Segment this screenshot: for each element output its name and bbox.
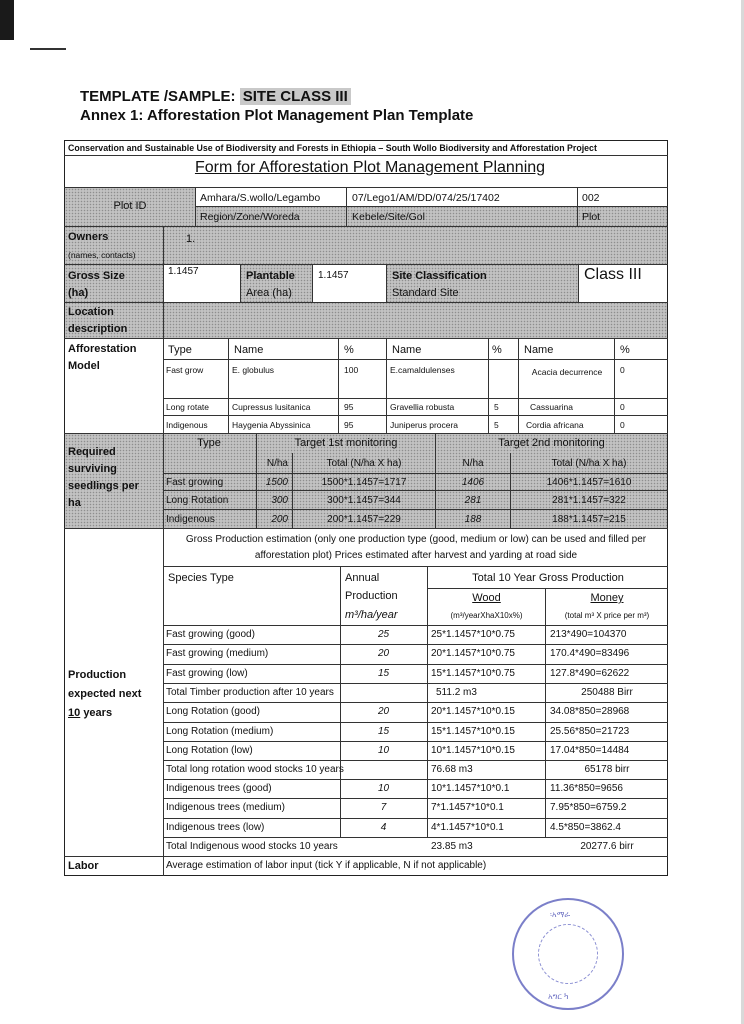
site-standard-label: Standard Site [392,287,459,299]
rule [163,798,668,799]
gross-size-label: Gross Size [68,270,125,282]
rule [163,702,668,703]
prod-money: 127.8*490=62622 [550,668,630,679]
prod-total-indigenous: Total Indigenous wood stocks 10 years [166,841,338,852]
plot-id-label: Plot ID [113,200,147,212]
rule [64,302,668,303]
rule [195,206,668,207]
official-stamp [512,898,624,1010]
seedling-total-1: 1500*1.1457=1717 [321,477,407,488]
stamp-top-text: ፡አማራ [550,910,571,919]
plantable-label: Plantable [246,270,295,282]
rule [338,338,339,433]
rule [163,644,668,645]
rule [64,433,668,434]
prod-wood: 20*1.1457*10*0.75 [431,648,515,659]
site-class-highlight: SITE CLASS III [240,88,351,105]
rule [163,760,668,761]
seedlings-label-3: seedlings per [68,480,139,492]
scan-edge [0,0,14,40]
rule [64,155,668,156]
rule [488,338,489,433]
model-cell: E.camaldulenses [390,365,455,375]
prod-wood: 4*1.1457*10*0.1 [431,822,504,833]
rule [163,683,668,684]
seedling-nha-1: 200 [271,514,288,525]
rule [163,509,668,510]
prod-total-money: 250488 Birr [581,687,633,698]
prod-wood: 15*1.1457*10*0.75 [431,668,515,679]
production-note: Gross Production estimation (only one production type (good, medium or low) can be used and filled per afforestation plot) Prices estimated after harvest and yarding at road side [185,534,647,561]
money-formula: (total m³ X price per m³) [564,611,650,620]
rule [64,338,668,339]
prod-species: Long Rotation (good) [166,706,260,717]
model-cell: Haygenia Abyssinica [232,420,311,430]
prod-annual: 10 [377,783,390,794]
prod-total-money: 20277.6 birr [580,841,634,852]
seedling-nha-1: 1500 [265,477,288,488]
rule [578,264,579,302]
prod-total-timber: Total Timber production after 10 years [166,687,334,698]
rule [64,528,668,529]
kebele-value: 07/Lego1/AM/DD/074/25/17402 [352,192,500,204]
rule [163,818,668,819]
rule [163,473,668,474]
seedling-nha-2: 1406 [461,477,485,488]
target1-nha-header: N/ha [266,458,288,469]
model-cell: 100 [344,365,359,375]
model-header-pct-3: % [620,344,630,356]
money-header: Money [590,592,624,604]
rule [163,398,668,399]
model-cell: 5 [494,402,499,412]
prod-money: 4.5*850=3862.4 [550,822,621,833]
kebele-label: Kebele/Site/Gol [352,211,425,223]
rule [577,187,578,226]
rule [163,226,164,876]
gross-size-unit: (ha) [68,287,89,299]
model-cell: 0 [620,402,625,412]
seedlings-label-2: surviving [68,463,117,475]
prod-species: Fast growing (good) [166,629,255,640]
prod-money: 17.04*850=14484 [550,745,630,756]
seedlings-label-1: Required [68,446,116,458]
model-cell: Cordia africana [526,420,584,430]
prod-species: Fast growing (medium) [166,648,269,659]
rule [312,264,313,302]
owners-label: Owners [68,231,109,243]
prod-wood: 15*1.1457*10*0.15 [431,726,515,737]
model-header-type: Type [168,344,192,356]
rule [240,264,241,302]
rule [163,415,668,416]
model-cell: 95 [344,420,354,430]
model-cell: Fast grow [166,365,204,375]
rule [163,359,668,360]
annex-title: Annex 1: Afforestation Plot Management Plan Template [80,107,474,124]
region-label: Region/Zone/Woreda [200,211,300,223]
model-cell: 0 [620,420,625,430]
prod-money: 7.95*850=6759.2 [550,802,627,813]
total10-header: Total 10 Year Gross Production [472,572,624,584]
seedling-type: Long Rotation [166,495,229,506]
form-title: Form for Afforestation Plot Management Planning [194,159,546,176]
rule [427,588,668,589]
seedling-total-1: 300*1.1457=344 [327,495,401,506]
prod-annual: 15 [377,668,390,679]
rule [518,338,519,433]
annual-header-2: Production [345,590,398,602]
annual-header-1: Annual [345,572,380,584]
labor-label: Labor [68,860,99,872]
prod-money: 25.56*850=21723 [550,726,630,737]
model-header-pct-2: % [492,344,502,356]
prod-wood: 10*1.1457*10*0.1 [431,783,510,794]
prod-money: 213*490=104370 [550,629,627,640]
model-header-name-1: Name [234,344,264,356]
stamp-inner-ring [538,924,598,984]
prod-annual: 20 [377,648,390,659]
target2-total-header: Total (N/ha X ha) [551,458,627,469]
prod-annual: 15 [377,726,390,737]
seedling-type: Indigenous [166,514,215,525]
model-cell: Long rotate [166,402,210,412]
rule [228,338,229,433]
production-years-word: years [83,707,113,719]
production-label-1: Production [68,669,127,681]
model-header-name-2: Name [392,344,422,356]
model-cell: Juniperus procera [390,420,459,430]
prod-annual: 25 [377,629,390,640]
seedling-nha-2: 188 [464,514,482,525]
rule [163,664,668,665]
rule [386,338,387,433]
plantable-unit: Area (ha) [246,287,292,299]
species-type-header: Species Type [168,572,234,584]
prod-species: Indigenous trees (good) [166,783,272,794]
prod-money: 170.4*490=83496 [550,648,630,659]
rule [64,856,668,857]
template-heading [80,88,351,105]
rule [340,566,341,837]
site-class-value: Class III [584,266,642,283]
prod-wood: 10*1.1457*10*0.15 [431,745,515,756]
production-years-num: 10 [68,707,81,719]
seedling-total-2: 1406*1.1457=1610 [546,477,632,488]
rule [163,625,668,626]
location-sub: description [68,323,128,335]
rule [163,490,668,491]
prod-wood: 25*1.1457*10*0.75 [431,629,515,640]
model-cell: 5 [494,420,499,430]
wood-header: Wood [472,592,501,604]
prod-total-wood: 76.68 m3 [431,764,473,775]
seedling-total-1: 200*1.1457=229 [327,514,401,525]
rule [427,566,428,837]
model-header-pct-1: % [344,344,354,356]
model-cell: 95 [344,402,354,412]
rule [386,264,387,302]
rule [163,779,668,780]
rule [545,588,546,837]
rule [195,187,196,226]
model-cell: Gravellia robusta [390,402,455,412]
rule [163,837,668,838]
template-prefix: TEMPLATE /SAMPLE: [80,88,236,105]
prod-species: Long Rotation (low) [166,745,253,756]
rule [346,187,347,226]
model-cell: 0 [620,365,625,375]
plot-label: Plot [582,211,601,223]
prod-species: Indigenous trees (low) [166,822,265,833]
model-cell: Indigenous [166,420,208,430]
prod-total-wood: 511.2 m3 [436,687,477,698]
afforestation-model-label-2: Model [68,360,100,372]
seedling-type: Fast growing [166,477,224,488]
seedling-nha-1: 300 [271,495,288,506]
location-label: Location [68,306,114,318]
rule [163,566,668,567]
owners-value: 1. [186,233,196,245]
prod-total-money: 65178 birr [584,764,630,775]
prod-total-wood: 23.85 m3 [431,841,473,852]
stamp-bottom-text: አግር ካ [548,992,569,1001]
site-class-label: Site Classification [392,270,487,282]
owners-sub: (names, contacts) [68,250,136,260]
target2-header: Target 2nd monitoring [498,437,605,449]
scan-mark [30,48,66,50]
prod-species: Indigenous trees (medium) [166,802,285,813]
rule [64,226,668,227]
target2-nha-header: N/ha [462,458,484,469]
prod-species: Fast growing (low) [166,668,248,679]
seedlings-label-4: ha [68,497,81,509]
plot-value: 002 [582,192,600,204]
production-label-2: expected next [68,688,142,700]
seedling-nha-2: 281 [464,495,482,506]
labor-text: Average estimation of labor input (tick Y if applicable, N if not applicable) [166,860,487,871]
plantable-value: 1.1457 [318,270,349,281]
model-cell: E. globulus [232,365,275,375]
rule [163,722,668,723]
prod-species: Long Rotation (medium) [166,726,274,737]
prod-annual: 7 [380,802,387,813]
afforestation-model-label-1: Afforestation [68,343,137,355]
wood-formula: (m³/yearXhaX10x%) [450,611,523,620]
prod-annual: 20 [377,706,390,717]
project-line: Conservation and Sustainable Use of Biodiversity and Forests in Ethiopia – South Wollo Biodiversity and Afforestation Project [68,143,597,153]
prod-annual: 10 [377,745,390,756]
target1-total-header: Total (N/ha X ha) [326,458,402,469]
seedling-total-2: 281*1.1457=322 [552,495,626,506]
prod-wood: 7*1.1457*10*0.1 [431,802,504,813]
prod-annual: 4 [380,822,387,833]
model-header-name-3: Name [524,344,554,356]
model-cell: Cupressus lusitanica [232,402,311,412]
prod-wood: 20*1.1457*10*0.15 [431,706,515,717]
model-cell: Cassuarina [530,402,573,412]
seedling-total-2: 188*1.1457=215 [552,514,626,525]
region-value: Amhara/S.wollo/Legambo [200,192,321,204]
rule [163,741,668,742]
prod-total-long: Total long rotation wood stocks 10 years [166,764,344,775]
prod-money: 11.36*850=9656 [550,783,623,794]
prod-money: 34.08*850=28968 [550,706,630,717]
target1-header: Target 1st monitoring [294,437,398,449]
seedlings-type-header: Type [197,437,221,449]
rule [614,338,615,433]
production-label-3 [68,707,112,719]
gross-size-value: 1.1457 [168,266,199,277]
annual-header-3: m³/ha/year [345,609,398,621]
model-cell: Acacia decurrence [531,367,603,377]
